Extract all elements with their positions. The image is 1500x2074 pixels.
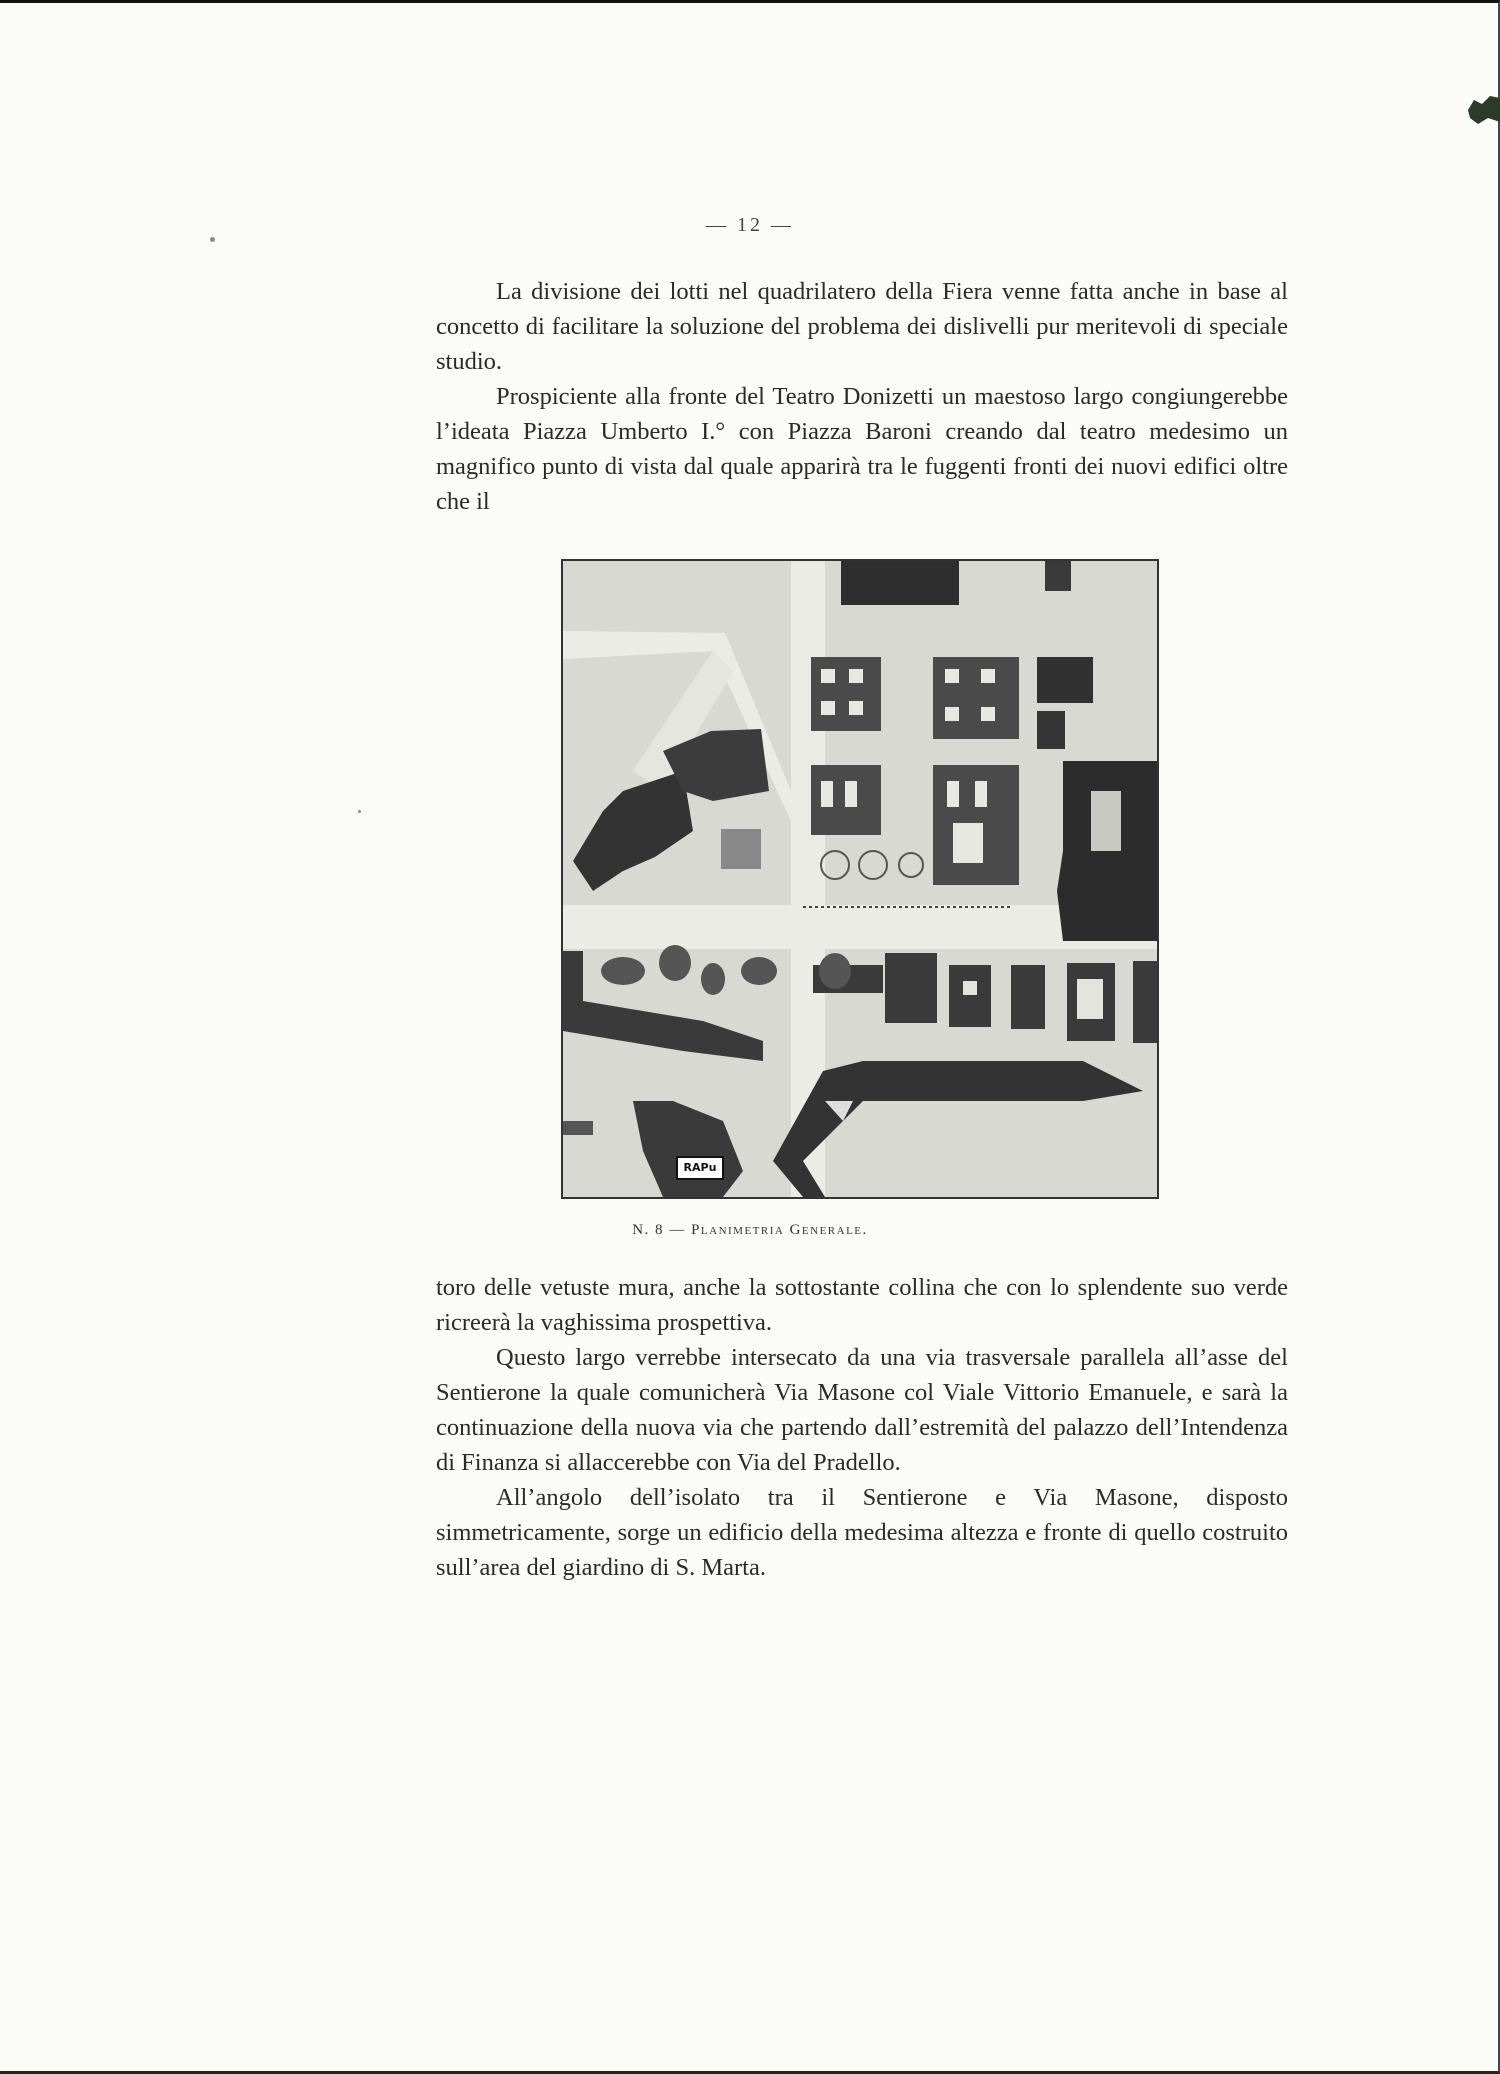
paragraph: toro delle vetuste mura, anche la sottostante collina che con lo splendente suo verde ricreerà la vaghissima prospettiva. [436,1274,1288,1336]
caption-number: N. 8 — [632,1222,686,1238]
site-plan-figure [561,559,1159,1199]
caption-title: Planimetria Generale. [691,1222,868,1238]
paragraph: Prospiciente alla fronte del Teatro Donizetti un maestoso largo congiungerebbe l’ideata Piazza Umberto I.° con Piazza Baroni creando dal teatro medesimo un magnifico punto di vista dal quale apparirà tra le fuggenti fronti dei nuovi edifici oltre che il [436,383,1288,515]
site-plan-drawing [563,561,1157,1197]
paragraph: All’angolo dell’isolato tra il Sentierone e Via Masone, disposto simmetricamente, sorge un edificio della medesima altezza e fronte di quello costruito sull’area del giardino di S. Marta. [436,1484,1288,1581]
figure-caption [0,1222,1500,1239]
paragraph: Questo largo verrebbe intersecato da una via trasversale parallela all’asse del Sentierone la quale comunicherà Via Masone col Viale Vittorio Emanuele, e sarà la continuazione della nuova via che partendo dall’estremità del palazzo dell’Intendenza di Finanza si allaccerebbe con Via del Pradello. [436,1344,1288,1476]
text-block-top [436,274,1288,519]
tape-mark [1460,92,1500,128]
paragraph: La divisione dei lotti nel quadrilatero della Fiera venne fatta anche in base al concetto di facilitare la soluzione del problema dei dislivelli pur meritevoli di speciale studio. [436,278,1288,375]
rapu-stamp: RAPu [676,1156,724,1180]
paper-speck [210,237,215,242]
text-block-bottom [436,1270,1288,1585]
paper-speck [358,810,361,813]
page-number: — 12 — [706,214,794,236]
